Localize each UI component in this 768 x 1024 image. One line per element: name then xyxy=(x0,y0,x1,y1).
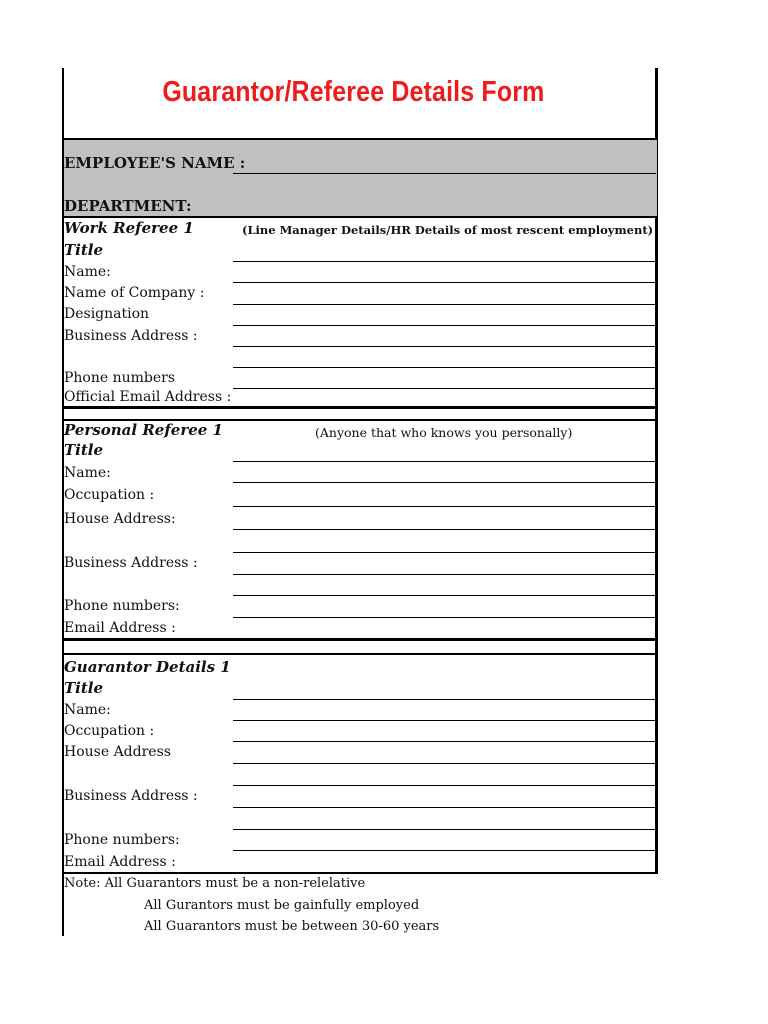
guarantor-occupation-field[interactable] xyxy=(233,741,656,742)
work-referee-company-field[interactable] xyxy=(233,304,656,305)
work-referee-note: (Line Manager Details/HR Details of most rescent employment) xyxy=(242,223,654,237)
guarantor-email-label: Email Address : xyxy=(64,854,176,870)
personal-referee-note: (Anyone that who knows you personally) xyxy=(315,425,573,440)
personal-referee-title-label: Title xyxy=(64,441,104,459)
personal-referee-title-field[interactable] xyxy=(233,461,656,462)
work-referee-heading: Work Referee 1 xyxy=(64,219,194,237)
guarantor-bottom-border xyxy=(62,872,658,874)
work-referee-business-address-field-1[interactable] xyxy=(233,346,656,347)
work-referee-business-address-field-2[interactable] xyxy=(233,367,656,368)
personal-referee-name-label: Name: xyxy=(64,465,111,481)
personal-referee-house-address-label: House Address: xyxy=(64,511,176,527)
work-referee-phone-field[interactable] xyxy=(233,388,656,389)
work-referee-bottom-border xyxy=(62,406,658,409)
personal-referee-occupation-field[interactable] xyxy=(233,506,656,507)
personal-referee-business-address-field-2[interactable] xyxy=(233,595,656,596)
guarantor-referee-form xyxy=(62,68,658,936)
personal-referee-house-address-field-1[interactable] xyxy=(233,529,656,530)
note-line-1: Note: All Guarantors must be a non-relelative xyxy=(64,876,366,891)
note-line-2: All Gurantors must be gainfully employed xyxy=(144,898,420,913)
guarantor-phone-label: Phone numbers: xyxy=(64,832,180,848)
guarantor-business-address-field-1[interactable] xyxy=(233,807,656,808)
work-referee-title-field[interactable] xyxy=(233,261,656,262)
personal-referee-business-address-field-1[interactable] xyxy=(233,574,656,575)
guarantor-phone-field[interactable] xyxy=(233,850,656,851)
personal-referee-name-field[interactable] xyxy=(233,482,656,483)
section-divider-2 xyxy=(62,653,658,655)
work-referee-name-label: Name: xyxy=(64,264,111,280)
note-line-3: All Guarantors must be between 30-60 years xyxy=(144,919,440,934)
guarantor-business-address-field-2[interactable] xyxy=(233,829,656,830)
work-referee-name-field[interactable] xyxy=(233,282,656,283)
guarantor-house-address-label: House Address xyxy=(64,744,171,760)
personal-referee-email-label: Email Address : xyxy=(64,620,176,636)
personal-referee-business-address-label: Business Address : xyxy=(64,555,198,571)
guarantor-name-field[interactable] xyxy=(233,720,656,721)
guarantor-occupation-label: Occupation : xyxy=(64,723,155,739)
personal-referee-phone-field[interactable] xyxy=(233,617,656,618)
guarantor-house-address-field-2[interactable] xyxy=(233,785,656,786)
personal-referee-house-address-field-2[interactable] xyxy=(233,552,656,553)
guarantor-name-label: Name: xyxy=(64,702,111,718)
guarantor-business-address-label: Business Address : xyxy=(64,788,198,804)
employee-name-label: EMPLOYEE'S NAME : xyxy=(64,154,246,172)
personal-referee-bottom-border xyxy=(62,638,658,641)
work-referee-designation-field[interactable] xyxy=(233,325,656,326)
personal-referee-phone-label: Phone numbers: xyxy=(64,598,180,614)
guarantor-house-address-field-1[interactable] xyxy=(233,763,656,764)
personal-referee-heading: Personal Referee 1 xyxy=(64,421,223,439)
personal-referee-occupation-label: Occupation : xyxy=(64,487,155,503)
department-label: DEPARTMENT: xyxy=(64,197,192,215)
work-referee-business-address-label: Business Address : xyxy=(64,328,198,344)
form-title: Guarantor/Referee Details Form xyxy=(162,76,545,108)
guarantor-title-field[interactable] xyxy=(233,699,656,700)
work-referee-title-label: Title xyxy=(64,241,104,259)
employee-band-bottom-border xyxy=(62,216,658,218)
guarantor-heading: Guarantor Details 1 xyxy=(64,658,231,676)
employee-name-field[interactable] xyxy=(233,173,656,174)
work-referee-phone-label: Phone numbers xyxy=(64,370,176,386)
guarantor-title-label: Title xyxy=(64,679,104,697)
work-referee-company-label: Name of Company : xyxy=(64,285,205,301)
work-referee-email-label: Official Email Address : xyxy=(64,389,232,405)
work-referee-designation-label: Designation xyxy=(64,306,150,322)
